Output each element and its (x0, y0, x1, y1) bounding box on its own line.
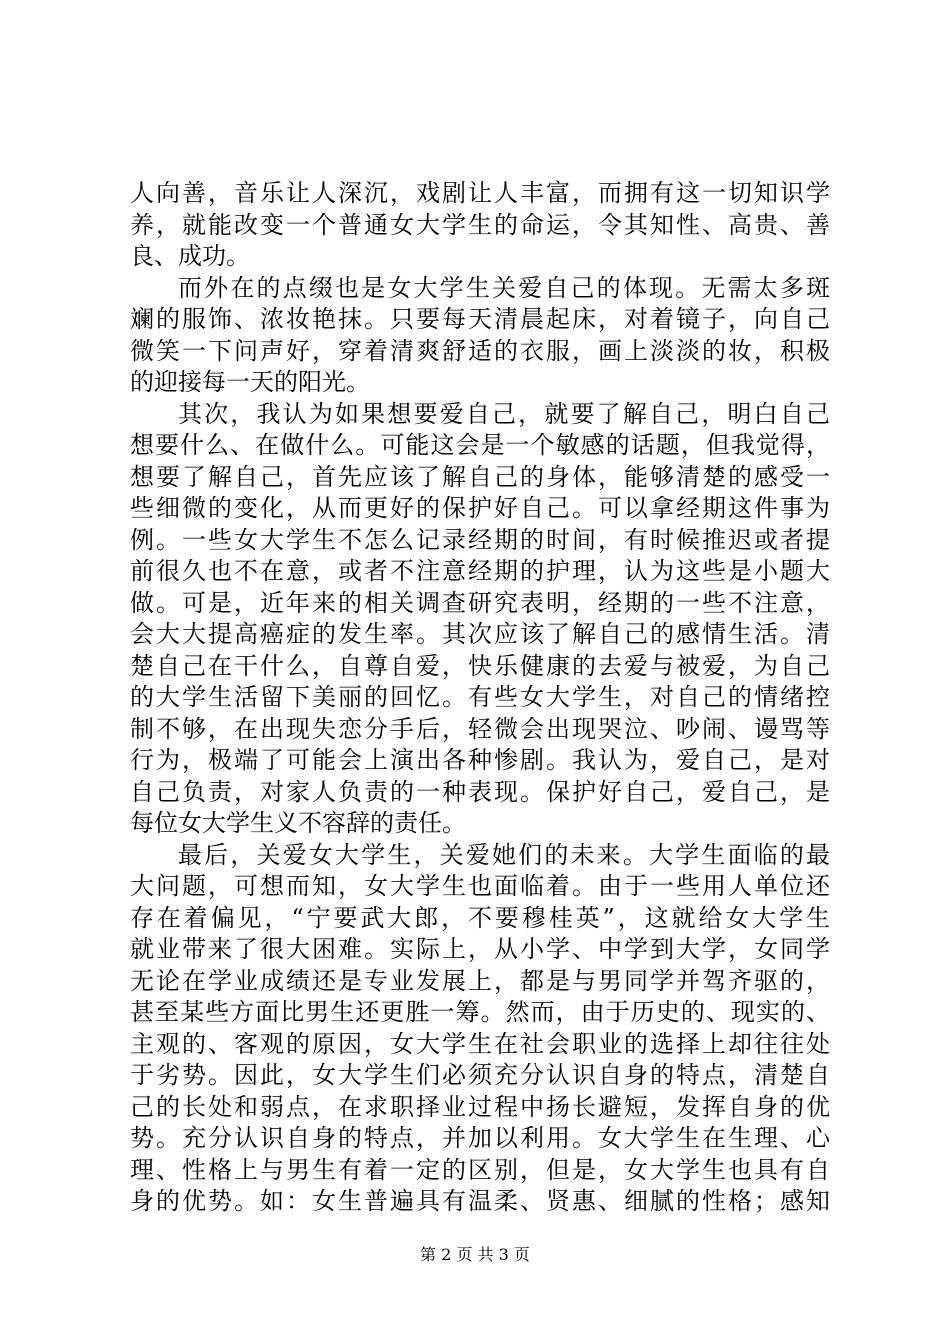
text-line: 良、成功。 (130, 242, 250, 270)
text-line: 就业带来了很大困难。实际上，从小学、中学到大学，女同学 (130, 935, 830, 963)
text-line: 楚自己在干什么，自尊自爱，快乐健康的去爱与被爱，为自己 (130, 651, 830, 680)
text-line: 前很久也不在意，或者不注意经期的护理，认为这些是小题大 (130, 557, 830, 585)
text-line: 身的优势。如：女生普遍具有温柔、贤惠、细腻的性格；感知 (130, 1187, 830, 1215)
text-line: 人向善，音乐让人深沉，戏剧让人丰富，而拥有这一切知识学 (130, 179, 830, 207)
text-line: 无论在学业成绩还是专业发展上，都是与男同学并驾齐驱的， (130, 966, 830, 995)
text-line: 斓的服饰、浓妆艳抹。只要每天清晨起床，对着镜子，向自己 (130, 305, 830, 333)
text-line: 微笑一下问声好，穿着清爽舒适的衣服，画上淡淡的妆，积极 (130, 336, 830, 365)
text-line: 主观的、客观的原因，女大学生在社会职业的选择上却往往处 (130, 1029, 830, 1058)
text-line: 的大学生活留下美丽的回忆。有些女大学生，对自己的情绪控 (130, 683, 830, 711)
text-line: 势。充分认识自身的特点，并加以利用。女大学生在生理、心 (130, 1124, 830, 1152)
text-line: 甚至某些方面比男生还更胜一筹。然而，由于历史的、现实的、 (130, 998, 830, 1026)
text-line: 些细微的变化，从而更好的保护好自己。可以拿经期这件事为 (130, 494, 830, 522)
text-line: 最后，关爱女大学生，关爱她们的未来。大学生面临的最 (178, 840, 830, 869)
text-line: 而外在的点缀也是女大学生关爱自己的体现。无需太多斑 (178, 273, 830, 302)
text-line: 理、性格上与男生有着一定的区别，但是，女大学生也具有自 (130, 1155, 830, 1184)
text-line: 会大大提高癌症的发生率。其次应该了解自己的感情生活。清 (130, 620, 830, 648)
text-line: 其次，我认为如果想要爱自己，就要了解自己，明白自己 (178, 399, 830, 428)
text-line: 想要了解自己，首先应该了解自己的身体，能够清楚的感受一 (130, 462, 830, 491)
text-line: 养，就能改变一个普通女大学生的命运，令其知性、高贵、善 (130, 210, 830, 239)
text-line: 存在着偏见，“宁要武大郎，不要穆桂英”，这就给女大学生 (130, 903, 830, 932)
text-line: 己的长处和弱点，在求职择业过程中扬长避短，发挥自身的优 (130, 1092, 830, 1121)
text-line: 做。可是，近年来的相关调查研究表明，经期的一些不注意， (130, 588, 830, 617)
text-line: 大问题，可想而知，女大学生也面临着。由于一些用人单位还 (130, 872, 830, 900)
text-line: 例。一些女大学生不怎么记录经期的时间，有时候推迟或者提 (130, 525, 830, 554)
document-body (130, 178, 830, 1218)
page-number-footer: 第 2 页 共 3 页 (420, 1245, 530, 1264)
text-line: 每位女大学生义不容辞的责任。 (130, 809, 466, 837)
text-line: 制不够，在出现失恋分手后，轻微会出现哭泣、吵闹、谩骂等 (130, 714, 830, 743)
text-line: 自己负责，对家人负责的一种表现。保护好自己，爱自己，是 (130, 777, 830, 806)
text-line: 想要什么、在做什么。可能这会是一个敏感的话题，但我觉得， (130, 431, 830, 459)
text-line: 行为，极端了可能会上演出各种惨剧。我认为，爱自己，是对 (130, 746, 830, 774)
text-line: 的迎接每一天的阳光。 (130, 368, 370, 396)
text-line: 于劣势。因此，女大学生们必须充分认识自身的特点，清楚自 (130, 1061, 830, 1089)
